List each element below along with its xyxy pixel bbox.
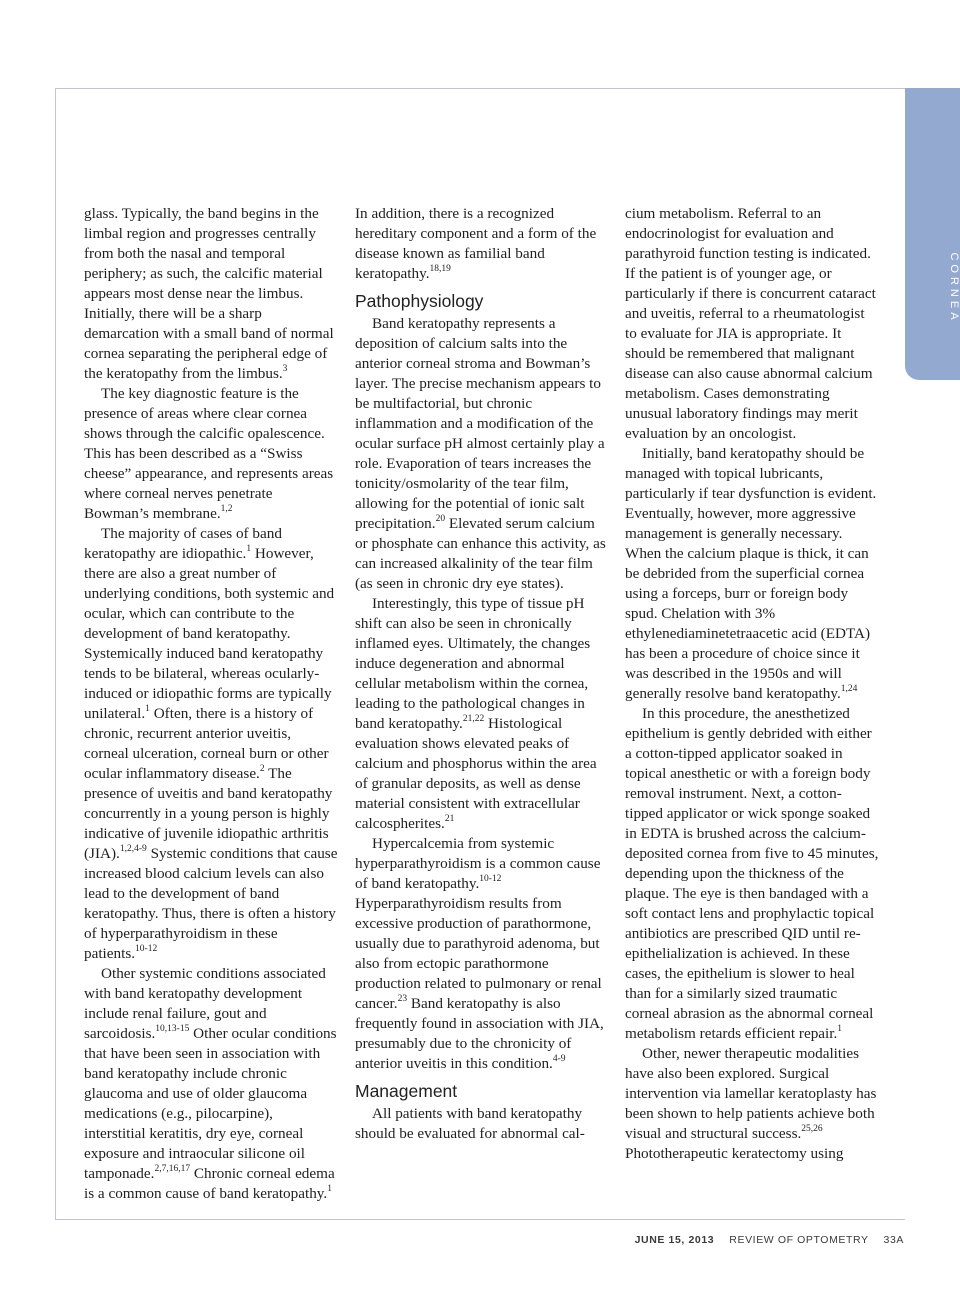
page-number: 33A bbox=[883, 1234, 904, 1246]
issue-date: JUNE 15, 2013 bbox=[634, 1234, 715, 1246]
paragraph-text: Often, there is a history of chronic, recurrent anterior uveitis, corneal ulceration, corneal burn or other ocular inflammatory disease. bbox=[84, 705, 329, 782]
paragraph-text: The key diagnostic feature is the presence of areas where clear cornea shows through the calcific opalescence. This has been described as a “Swiss cheese” appearance, and represents areas where corneal nerves penetrate Bowman’s membrane. bbox=[84, 385, 334, 522]
body-paragraph bbox=[84, 384, 338, 524]
paragraph-text: In addition, there is a recognized hereditary component and a form of the disease known as familial band keratopathy. bbox=[355, 205, 597, 282]
paragraph-text: Hypercalcemia from systemic hyperparathyroidism is a common cause of band keratopathy. bbox=[355, 835, 601, 892]
paragraph-text: Initially, band keratopathy should be managed with topical lubricants, particularly if tear dysfunction is evident. Eventually, however, more aggressive management is generally necessary. When the calcium plaque is thick, it can be debrided from the superficial cornea using a forceps, burr or foreign body spud. Chelation with 3% ethylenediaminetetraacetic acid (EDTA) has been a procedure of choice since it was described in the 1950s and will generally resolve band keratopathy. bbox=[625, 445, 877, 702]
body-paragraph bbox=[84, 204, 338, 384]
section-heading: Pathophysiology bbox=[355, 291, 484, 311]
citation-reference: 10-12 bbox=[479, 873, 502, 884]
paragraph-text: Chronic corneal edema is a common cause of band keratopathy. bbox=[84, 1165, 335, 1202]
section-heading: Management bbox=[355, 1081, 458, 1101]
body-paragraph bbox=[355, 1104, 609, 1144]
body-paragraph bbox=[84, 964, 338, 1204]
paragraph-text: In this procedure, the anesthetized epithelium is gently debrided with either a cotton-tipped applicator soaked in topical anesthetic or with a foreign body removal instrument. Next, a cotton-tipped applicator or wick sponge soaked in EDTA is brushed across the calcium-deposited cornea from five to 45 minutes, depending upon the thickness of the plaque. The eye is then bandaged with a soft contact lens and prophylactic topical antibiotics are prescribed QID until re-epithelialization is achieved. In these cases, the epithelium is slower to heal than for a similarly sized traumatic corneal abrasion as the abnormal corneal metabolism retards efficient repair. bbox=[625, 705, 879, 1042]
citation-reference: 2,7,16,17 bbox=[154, 1163, 191, 1174]
paragraph-text: The presence of uveitis and band keratopathy concurrently in a young person is highly indicative of juvenile idiopathic arthritis (JIA). bbox=[84, 765, 333, 862]
body-paragraph bbox=[355, 594, 609, 834]
paragraph-text: Band keratopathy represents a deposition of calcium salts into the anterior corneal stroma and Bowman’s layer. The precise mechanism appears to be multifactorial, but chronic inflammation and a modification of the ocular surface pH almost certainly play a role. Evaporation of tears increases the tonicity/osmolarity of the tear film, allowing for the potential of ionic salt precipitation. bbox=[355, 315, 605, 532]
citation-reference: 18,19 bbox=[429, 263, 451, 274]
paragraph-text: However, there are also a great number of underlying conditions, both systemic and ocular, which can contribute to the development of band keratopathy. Systemically induced band keratopathy tends to be bilateral, whereas ocularly-induced or idiopathic forms are typically unilateral. bbox=[84, 545, 335, 722]
section-tab-label: CORNEA bbox=[948, 252, 960, 324]
citation-reference: 4-9 bbox=[552, 1053, 566, 1064]
publication-name: REVIEW OF OPTOMETRY bbox=[729, 1234, 869, 1246]
citation-reference: 10-12 bbox=[135, 943, 158, 954]
body-paragraph bbox=[625, 1044, 879, 1164]
paragraph-text: Other systemic conditions associated with band keratopathy development include renal failure, gout and sarcoidosis. bbox=[84, 965, 326, 1042]
citation-reference: 21 bbox=[444, 813, 455, 824]
text-column-1 bbox=[84, 204, 338, 1204]
body-paragraph bbox=[625, 204, 879, 444]
section-tab bbox=[905, 88, 960, 380]
paragraph-text: Systemic conditions that cause increased blood calcium levels can also lead to the development of band keratopathy. Thus, there is often a history of hyperparathyroidism in these patients. bbox=[84, 845, 338, 962]
body-paragraph bbox=[355, 834, 609, 1074]
citation-reference: 1 bbox=[145, 703, 150, 714]
citation-reference: 10,13-15 bbox=[155, 1023, 190, 1034]
paragraph-text: The majority of cases of band keratopathy are idiopathic. bbox=[84, 525, 282, 562]
citation-reference: 20 bbox=[435, 513, 446, 524]
citation-reference: 25,26 bbox=[801, 1123, 823, 1134]
paragraph-text: Elevated serum calcium or phosphate can enhance this activity, as can increased alkalinity of the tear film (as seen in chronic dry eye states). bbox=[355, 515, 606, 592]
paragraph-text: All patients with band keratopathy should be evaluated for abnormal cal- bbox=[355, 1105, 585, 1142]
body-paragraph bbox=[355, 314, 609, 594]
paragraph-text: Histological evaluation shows elevated peaks of calcium and phosphorus within the area of granular deposits, as well as dense material consistent with extracellular calcospherites. bbox=[355, 715, 597, 832]
citation-reference: 1,24 bbox=[840, 683, 858, 694]
paragraph-text: Phototherapeutic keratectomy using bbox=[625, 1145, 844, 1162]
paragraph-text: Other ocular conditions that have been seen in association with band keratopathy include chronic glaucoma and use of older glaucoma medications (e.g., pilocarpine), interstitial keratitis, dry eye, corneal exposure and intraocular silicone oil tamponade. bbox=[84, 1025, 337, 1182]
citation-reference: 1,2 bbox=[220, 503, 233, 514]
paragraph-text: Hyperparathyroidism results from excessive production of parathormone, usually due to parathyroid adenoma, but also from ectopic parathormone production related to pulmonary or renal cancer. bbox=[355, 895, 602, 1012]
citation-reference: 3 bbox=[282, 363, 288, 374]
body-paragraph bbox=[84, 524, 338, 964]
body-paragraph bbox=[625, 704, 879, 1044]
citation-reference: 23 bbox=[397, 993, 408, 1004]
paragraph-text: Band keratopathy is also frequently found in association with JIA, presumably due to the chronicity of anterior uveitis in this condition. bbox=[355, 995, 604, 1072]
text-column-2 bbox=[355, 204, 609, 1144]
paragraph-text: cium metabolism. Referral to an endocrinologist for evaluation and parathyroid function testing is indicated. If the patient is of younger age, or particularly if there is concurrent cataract and uveitis, referral to a rheumatologist to evaluate for JIA is appropriate. It should be remembered that malignant disease can also cause abnormal calcium metabolism. Cases demonstrating unusual laboratory findings may merit evaluation by an oncologist. bbox=[625, 205, 876, 442]
citation-reference: 21,22 bbox=[462, 713, 485, 724]
paragraph-text: Other, newer therapeutic modalities have also been explored. Surgical intervention via lamellar keratoplasty has been shown to help patients achieve both visual and structural success. bbox=[625, 1045, 877, 1142]
citation-reference: 1 bbox=[327, 1183, 332, 1194]
paragraph-text: glass. Typically, the band begins in the limbal region and progresses centrally from both the nasal and temporal periphery; as such, the calcific material appears most dense near the limbus. Initially, there will be a sharp demarcation with a small band of normal cornea separating the peripheral edge of the keratopathy from the limbus. bbox=[84, 205, 334, 382]
paragraph-text: Interestingly, this type of tissue pH shift can also be seen in chronically inflamed eyes. Ultimately, the changes induce degeneration and abnormal cellular metabolism within the cornea, leading to the pathological changes in band keratopathy. bbox=[355, 595, 591, 732]
body-paragraph bbox=[625, 444, 879, 704]
citation-reference: 1,2,4-9 bbox=[119, 843, 147, 854]
body-paragraph bbox=[355, 204, 609, 284]
text-column-3 bbox=[625, 204, 879, 1164]
citation-reference: 1 bbox=[837, 1023, 843, 1034]
citation-reference: 2 bbox=[259, 763, 265, 774]
citation-reference: 1 bbox=[246, 543, 252, 554]
page-footer bbox=[635, 1234, 904, 1246]
